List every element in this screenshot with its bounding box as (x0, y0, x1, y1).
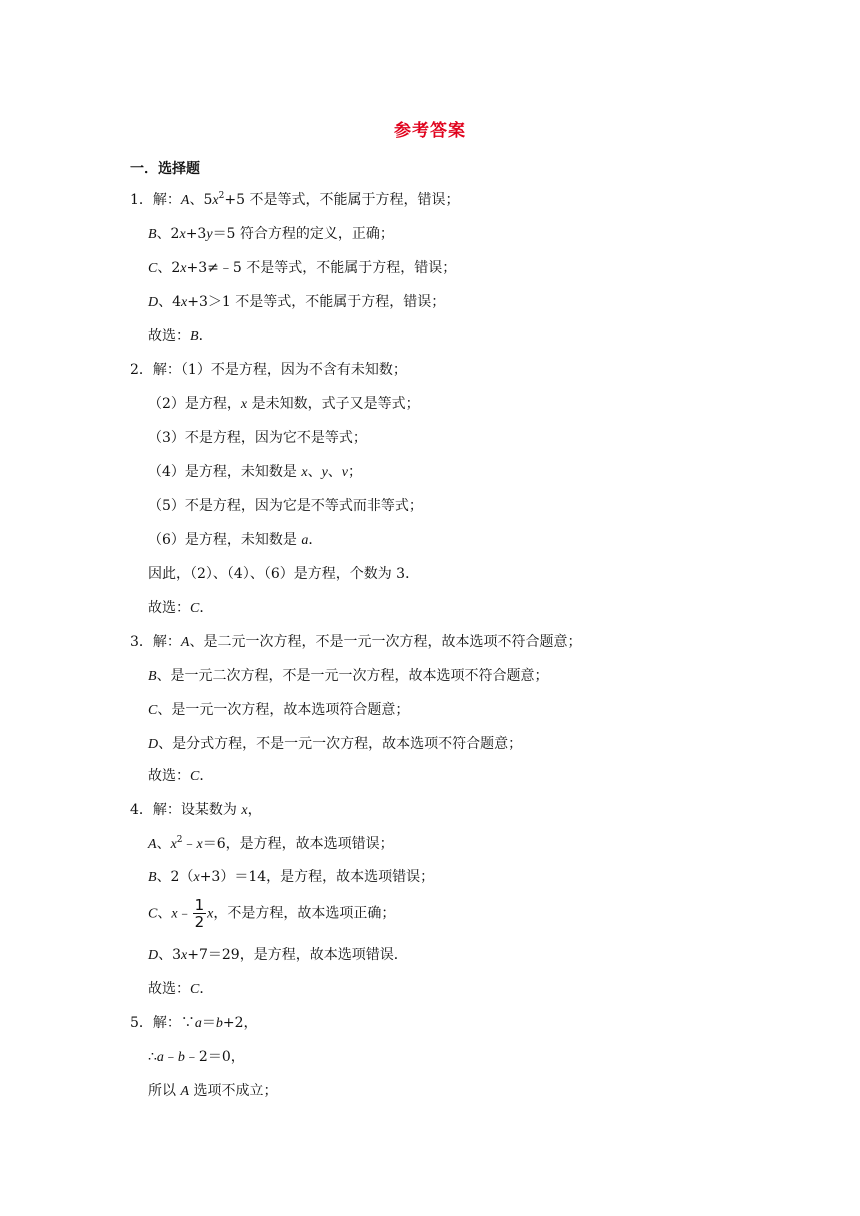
q4-line-c: C、x﹣ $\frac{1}{2}$ x，不是方程，故本选项正确； (148, 896, 396, 931)
q2-line-5: （5）不是方程，因为它是不等式而非等式； (148, 498, 423, 514)
q2-answer: 故选：C． (148, 600, 214, 616)
q2-line-4: （4）是方程，未知数是 x、y、v； (148, 464, 363, 480)
q2-line-7: 因此，（2）、（4）、（6）是方程，个数为 3． (148, 566, 420, 582)
q1-line-d: D、4x+3＞1 不是等式，不能属于方程，错误； (148, 294, 446, 310)
q2-line-3: （3）不是方程，因为它不是等式； (148, 430, 367, 446)
q4-line-a: A、$x^2﹣x=6$，是方程，故本选项错误； (148, 835, 394, 852)
q2-line-1: 2．解：（1）不是方程，因为不含有未知数； (130, 362, 407, 378)
q3-answer: 故选：C． (148, 768, 214, 784)
q5-line-1: 5．解：∵a＝b+2， (130, 1015, 258, 1031)
q2-line-6: （6）是方程，未知数是 a． (148, 532, 323, 548)
q4-answer: 故选：C． (148, 981, 214, 997)
q1-line-c: C、2x+3≠﹣5 不是等式，不能属于方程，错误； (148, 260, 457, 276)
q2-line-2: （2）是方程，x 是未知数，式子又是等式； (148, 396, 420, 412)
q3-line-a: 3．解：A、是二元一次方程，不是一元一次方程，故本选项不符合题意； (130, 634, 582, 650)
section-heading: 一．选择题 (130, 161, 200, 177)
page-title: 参考答案 (394, 121, 466, 141)
q5-line-2: ∴a﹣b﹣2＝0， (148, 1049, 245, 1065)
fraction-one-half: $\frac{1}{2}$ (194, 896, 205, 931)
q4-line-d: D、3x+7＝29，是方程，故本选项错误． (148, 947, 408, 963)
q4-line-b: B、2（x+3）＝14，是方程，故本选项错误； (148, 869, 435, 885)
q1-line-b: B、2x+3y＝5 符合方程的定义，正确； (148, 226, 394, 242)
q3-line-b: B、是一元二次方程，不是一元一次方程，故本选项不符合题意； (148, 668, 549, 684)
q4-intro: 4．解：设某数为 x， (130, 802, 262, 818)
q1-answer: 故选：B． (148, 328, 213, 344)
q3-line-d: D、是分式方程，不是一元一次方程，故本选项不符合题意； (148, 736, 523, 752)
q1-line-a: 1．解：A、$5x^2+5$ 不是等式，不能属于方程，错误； (130, 191, 460, 208)
q3-line-c: C、是一元一次方程，故本选项符合题意； (148, 702, 410, 718)
q5-line-3: 所以 A 选项不成立； (148, 1083, 278, 1099)
